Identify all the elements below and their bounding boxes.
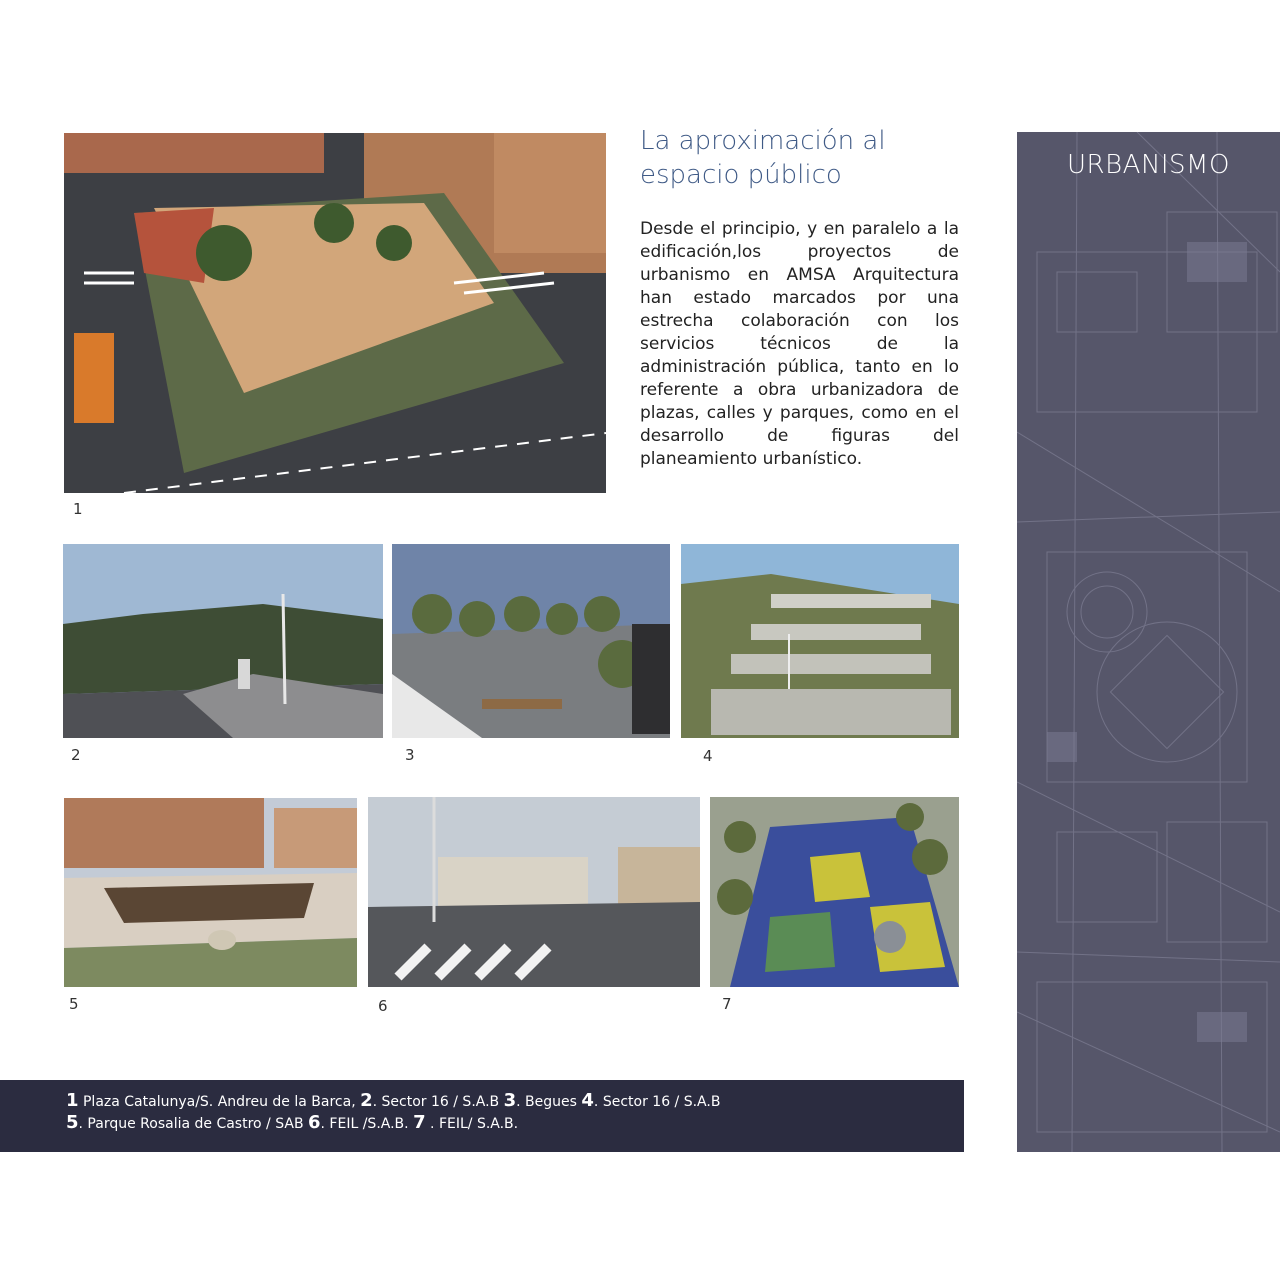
caption-line-1 <box>66 1090 720 1111</box>
photo-2-number: 2 <box>71 746 81 764</box>
caption-6-text: . FEIL /S.A.B. <box>320 1116 414 1132</box>
caption-3-text: . Begues <box>516 1094 582 1110</box>
photo-3-number: 3 <box>405 746 415 764</box>
heading-line-1: La aproximación al <box>640 126 886 156</box>
photo-4-number: 4 <box>703 747 713 765</box>
caption-7-number: 7 <box>413 1112 426 1133</box>
caption-6-number: 6 <box>308 1112 321 1133</box>
photo-7-number: 7 <box>722 995 732 1013</box>
photo-1-number: 1 <box>73 500 83 518</box>
photo-4-terraced-slope <box>681 544 959 738</box>
caption-line-2 <box>66 1112 518 1133</box>
blueprint-pattern <box>1017 132 1280 1152</box>
article-heading <box>640 124 1000 192</box>
caption-1-text: Plaza Catalunya/S. Andreu de la Barca, <box>78 1094 361 1110</box>
photo-6-number: 6 <box>378 997 388 1015</box>
photo-captions-bar <box>0 1080 964 1152</box>
photo-5-number: 5 <box>69 995 79 1013</box>
photo-1-plaza-aerial <box>64 133 606 493</box>
photo-6-street-crosswalk <box>368 797 700 987</box>
photo-2-road-forest <box>63 544 383 738</box>
photo-7-playground-render <box>710 797 959 987</box>
caption-4-number: 4 <box>581 1090 594 1111</box>
caption-4-text: . Sector 16 / S.A.B <box>593 1094 721 1110</box>
caption-3-number: 3 <box>503 1090 517 1111</box>
caption-2-text: . Sector 16 / S.A.B <box>372 1094 504 1110</box>
article-body: Desde el principio, y en paralelo a la edificación,los proyectos de urbanismo en AMSA Arquitectura han estado marcados por una estrecha colaboración con los servicios técnicos de la administración pública, tanto en lo referente a obra urbanizadora de plazas, calles y parques, como en el desarrollo de figuras del planeamiento urbanístico. <box>640 219 959 469</box>
caption-1-number: 1 <box>66 1090 79 1111</box>
section-title: URBANISMO <box>1067 150 1230 180</box>
photo-3-plaza-render <box>392 544 670 738</box>
heading-line-2: espacio público <box>640 160 842 190</box>
caption-7-text: . FEIL/ S.A.B. <box>425 1116 519 1132</box>
photo-5-park-plaza <box>64 798 357 987</box>
caption-2-number: 2 <box>360 1090 373 1111</box>
caption-5-text: . Parque Rosalia de Castro / SAB <box>78 1116 308 1132</box>
caption-5-number: 5 <box>66 1112 79 1133</box>
section-side-panel <box>1017 132 1280 1152</box>
